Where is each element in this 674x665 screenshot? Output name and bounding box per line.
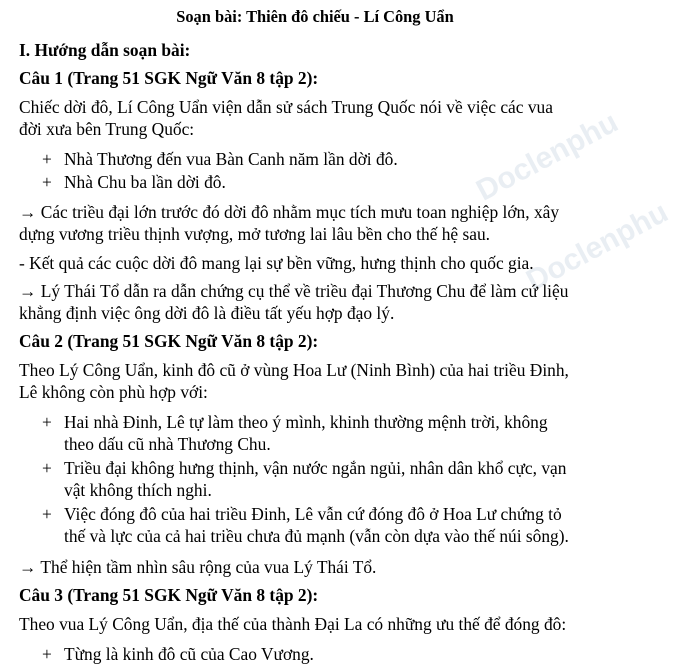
watermark-logo: Doclenphu bbox=[471, 105, 624, 208]
bullet-item: Triều đại không hưng thịnh, vận nước ngắn ngủi, nhân dân khổ cực, vạn bbox=[64, 458, 567, 478]
bullet-item: Hai nhà Đinh, Lê tự làm theo ý mình, khinh thường mệnh trời, không bbox=[64, 412, 548, 432]
paragraph-line: Theo vua Lý Công Uẩn, địa thế của thành Đại La có những ưu thế để đóng đô: bbox=[19, 614, 567, 634]
bullet-item: Nhà Thương đến vua Bàn Canh năm lần dời đô. bbox=[64, 149, 398, 169]
paragraph-line: → Các triều đại lớn trước đó dời đô nhằm mục tích mưu toan nghiệp lớn, xây bbox=[19, 202, 560, 222]
bullet-marker: + bbox=[42, 172, 52, 192]
bullet-item: Từng là kinh đô cũ của Cao Vương. bbox=[64, 644, 314, 664]
section-heading: I. Hướng dẫn soạn bài: bbox=[19, 40, 191, 60]
question-1-heading: Câu 1 (Trang 51 SGK Ngữ Văn 8 tập 2): bbox=[19, 68, 319, 88]
bullet-marker: + bbox=[42, 504, 52, 524]
paragraph-line: dựng vương triều thịnh vượng, mở tương lai lâu bền cho thế hệ sau. bbox=[19, 224, 491, 244]
bullet-marker: + bbox=[42, 412, 52, 432]
paragraph-line: khẳng định việc ông dời đô là điều tất yếu hợp đạo lý. bbox=[19, 303, 395, 323]
bullet-item: Nhà Chu ba lần dời đô. bbox=[64, 172, 226, 192]
bullet-item-continued: theo dấu cũ nhà Thương Chu. bbox=[64, 434, 271, 454]
paragraph-line: → Lý Thái Tổ dẫn ra dẫn chứng cụ thể về triều đại Thương Chu để làm cứ liệu bbox=[19, 281, 569, 301]
paragraph-line: Theo Lý Công Uẩn, kinh đô cũ ở vùng Hoa Lư (Ninh Bình) của hai triều Đinh, bbox=[19, 360, 569, 380]
bullet-marker: + bbox=[42, 458, 52, 478]
bullet-item: Việc đóng đô của hai triều Đinh, Lê vẫn cứ đóng đô ở Hoa Lư chứng tỏ bbox=[64, 504, 562, 524]
question-2-heading: Câu 2 (Trang 51 SGK Ngữ Văn 8 tập 2): bbox=[19, 331, 319, 351]
paragraph-line: đời xưa bên Trung Quốc: bbox=[19, 119, 195, 139]
question-3-heading: Câu 3 (Trang 51 SGK Ngữ Văn 8 tập 2): bbox=[19, 585, 319, 605]
paragraph-line: Lê không còn phù hợp với: bbox=[19, 382, 208, 402]
bullet-marker: + bbox=[42, 149, 52, 169]
bullet-item-continued: thế và lực của cả hai triều chưa đủ mạnh (vẫn còn dựa vào thế núi sông). bbox=[64, 526, 569, 546]
paragraph-line: - Kết quả các cuộc dời đô mang lại sự bền vững, hưng thịnh cho quốc gia. bbox=[19, 253, 534, 273]
page-title: Soạn bài: Thiên đô chiếu - Lí Công Uẩn bbox=[176, 7, 454, 26]
paragraph-line: Chiếc dời đô, Lí Công Uẩn viện dẫn sử sách Trung Quốc nói về việc các vua bbox=[19, 97, 553, 117]
bullet-marker: + bbox=[42, 644, 52, 664]
paragraph-line: → Thể hiện tầm nhìn sâu rộng của vua Lý Thái Tổ. bbox=[19, 557, 377, 577]
watermark-logo: Doclenphu bbox=[521, 195, 674, 298]
bullet-item-continued: vật không thích nghi. bbox=[64, 480, 212, 500]
